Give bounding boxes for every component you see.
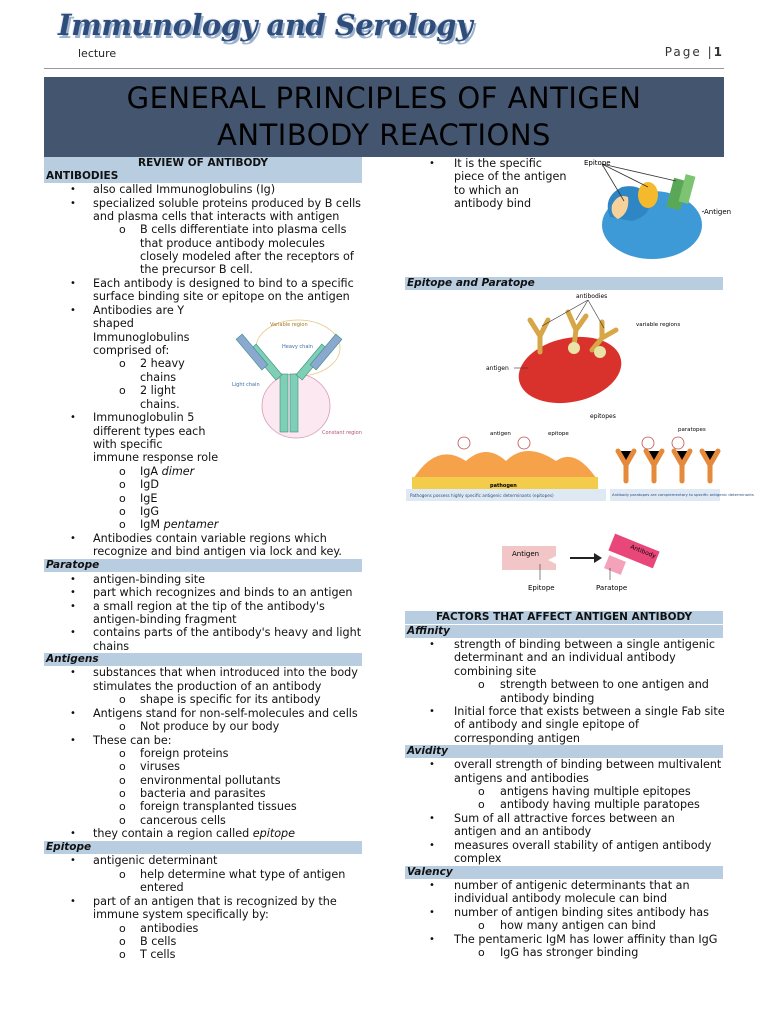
text-line: surface binding site or epitope on the antigen bbox=[93, 290, 350, 303]
sub-bullet-icon: o bbox=[119, 760, 126, 773]
section-epitope-and-paratope: Epitope and Paratope bbox=[405, 277, 723, 290]
text-line: recognize and bind antigen via lock and key. bbox=[93, 545, 342, 558]
text-line: closely modeled after the receptors of bbox=[140, 250, 354, 263]
bullet-icon: • bbox=[70, 627, 76, 638]
sub-bullet-icon: o bbox=[478, 798, 485, 811]
sub-bullet-icon: o bbox=[119, 693, 126, 706]
text-line: IgD bbox=[140, 478, 160, 491]
bullet-icon: • bbox=[70, 184, 76, 195]
fig-label-epitope: Epitope bbox=[584, 159, 611, 167]
page-number bbox=[665, 45, 724, 59]
text-line: different types each bbox=[93, 425, 206, 438]
italic-term: epitope bbox=[252, 827, 296, 840]
text-line: chains bbox=[93, 640, 130, 653]
sub-bullet-icon: o bbox=[119, 787, 126, 800]
text-line: also called Immunoglobulins (Ig) bbox=[93, 183, 276, 196]
italic-term: pentamer bbox=[163, 518, 219, 531]
bullet-icon: • bbox=[70, 667, 76, 678]
text-line: IgG has stronger binding bbox=[500, 946, 639, 959]
sub-bullet-icon: o bbox=[119, 505, 126, 518]
fig-label-heavy-chain: Heavy chain bbox=[282, 344, 313, 350]
fig-label-variable-regions: variable regions bbox=[636, 322, 681, 328]
bullet-icon: • bbox=[429, 934, 435, 945]
sub-bullet-icon: o bbox=[119, 384, 126, 397]
text-line: of antibody and single epitope of bbox=[454, 718, 639, 731]
epitope-paratope-figure bbox=[470, 290, 681, 420]
bullet-icon: • bbox=[70, 735, 76, 746]
bullet-icon: • bbox=[429, 880, 435, 891]
text-line: they contain a region called epitope bbox=[93, 827, 296, 840]
sub-bullet-icon: o bbox=[119, 800, 126, 813]
text-line: strength of binding between a single antigenic bbox=[454, 638, 716, 651]
fig-label-antigen: Antigen bbox=[704, 208, 732, 216]
text-line: antigens having multiple epitopes bbox=[500, 785, 691, 798]
text-line: shape is specific for its antibody bbox=[140, 693, 321, 706]
bullet-icon: • bbox=[70, 305, 76, 316]
bullet-icon: • bbox=[70, 855, 76, 866]
sub-bullet-icon: o bbox=[119, 478, 126, 491]
sub-bullet-icon: o bbox=[119, 518, 126, 531]
text-line: Sum of all attractive forces between an bbox=[454, 812, 675, 825]
italic-term: dimer bbox=[161, 465, 195, 478]
text-line: foreign transplanted tissues bbox=[140, 800, 297, 813]
text-line: combining site bbox=[454, 665, 537, 678]
bullet-icon: • bbox=[429, 706, 435, 717]
text-line: substances that when introduced into the body bbox=[93, 666, 358, 679]
text-line: measures overall stability of antigen antibody bbox=[454, 839, 712, 852]
text-line: antigenic determinant bbox=[93, 854, 218, 867]
text-line: Antibodies are Y bbox=[93, 304, 185, 317]
fig-label-light-chain: Light chain bbox=[232, 382, 260, 388]
sub-bullet-icon: o bbox=[119, 922, 126, 935]
sub-bullet-icon: o bbox=[119, 223, 126, 236]
fig-label-epitope-3: Epitope bbox=[528, 584, 555, 592]
section-antigens: Antigens bbox=[44, 653, 362, 666]
header-subtitle: lecture bbox=[78, 47, 117, 60]
text-line: IgE bbox=[140, 492, 158, 505]
section-epitope: Epitope bbox=[44, 841, 362, 854]
text-line: antibody binding bbox=[500, 692, 595, 705]
sub-bullet-icon: o bbox=[119, 492, 126, 505]
text-line: shaped bbox=[93, 317, 134, 330]
section-paratope: Paratope bbox=[44, 559, 362, 572]
text-line: These can be: bbox=[93, 734, 172, 747]
text-line: Immunoglobulins bbox=[93, 331, 190, 344]
section-review-of-antibody: REVIEW OF ANTIBODY bbox=[44, 157, 362, 170]
page-number-value: 1 bbox=[713, 45, 724, 59]
fig-label-paratopes: paratopes bbox=[678, 427, 706, 433]
sub-bullet-icon: o bbox=[119, 465, 126, 478]
sub-bullet-icon: o bbox=[119, 774, 126, 787]
text-line: immune system specifically by: bbox=[93, 908, 269, 921]
text-line: antigen and an antibody bbox=[454, 825, 592, 838]
text-line: IgM pentamer bbox=[140, 518, 219, 531]
text-line: B cells differentiate into plasma cells bbox=[140, 223, 347, 236]
sub-bullet-icon: o bbox=[478, 946, 485, 959]
bullet-icon: • bbox=[70, 896, 76, 907]
text-line: immune response role bbox=[93, 451, 219, 464]
bullet-icon: • bbox=[70, 278, 76, 289]
text-line: how many antigen can bind bbox=[500, 919, 656, 932]
bullet-icon: • bbox=[429, 813, 435, 824]
sub-bullet-icon: o bbox=[119, 935, 126, 948]
bullet-icon: • bbox=[70, 412, 76, 423]
section-affinity: Affinity bbox=[405, 625, 723, 638]
text-line: and plasma cells that interacts with antigen bbox=[93, 210, 340, 223]
title-line-2: ANTIBODY REACTIONS bbox=[217, 118, 551, 152]
text-line: antibody having multiple paratopes bbox=[500, 798, 700, 811]
sub-bullet-icon: o bbox=[119, 814, 126, 827]
bullet-icon: • bbox=[70, 708, 76, 719]
text-line: Antigens stand for non-self-molecules and cells bbox=[93, 707, 358, 720]
text-line: overall strength of binding between multivalent bbox=[454, 758, 722, 771]
text-line: complex bbox=[454, 852, 502, 865]
text-line: the precursor B cell. bbox=[140, 263, 253, 276]
text-line: T cells bbox=[140, 948, 176, 961]
text-line: B cells bbox=[140, 935, 177, 948]
text-line: to which an bbox=[454, 184, 519, 197]
text-line: environmental pollutants bbox=[140, 774, 281, 787]
pathogen-paratope-figure bbox=[406, 421, 754, 507]
text-line: antigens and antibodies bbox=[454, 772, 589, 785]
fig-label-paratope: Paratope bbox=[596, 584, 628, 592]
text-line: The pentameric IgM has lower affinity than IgG bbox=[454, 933, 718, 946]
fig-label-constant-region: Constant region bbox=[322, 430, 362, 436]
page-title bbox=[44, 80, 724, 154]
bullet-icon: • bbox=[429, 158, 435, 169]
bullet-icon: • bbox=[70, 574, 76, 585]
fig-label-antigen-3: antigen bbox=[490, 431, 511, 437]
text-line: It is the specific bbox=[454, 157, 542, 170]
sub-bullet-icon: o bbox=[119, 868, 126, 881]
text-line: antibodies bbox=[140, 922, 199, 935]
fig-label-variable-region: Variable region bbox=[270, 322, 308, 328]
section-factors: FACTORS THAT AFFECT ANTIGEN ANTIBODY bbox=[405, 611, 723, 624]
text-line: chains. bbox=[140, 398, 180, 411]
text-line: 2 heavy bbox=[140, 357, 185, 370]
bullet-icon: • bbox=[70, 601, 76, 612]
text-line: viruses bbox=[140, 760, 180, 773]
sub-bullet-icon: o bbox=[119, 948, 126, 961]
text-line: antigen-binding fragment bbox=[93, 613, 237, 626]
text-line: specialized soluble proteins produced by B cells bbox=[93, 197, 362, 210]
text-line: Initial force that exists between a single Fab site bbox=[454, 705, 725, 718]
text-line: that produce antibody molecules bbox=[140, 237, 325, 250]
text-line: contains parts of the antibody's heavy and light bbox=[93, 626, 362, 639]
bullet-icon: • bbox=[70, 828, 76, 839]
text-line: Not produce by our body bbox=[140, 720, 280, 733]
section-avidity: Avidity bbox=[405, 745, 723, 758]
bullet-icon: • bbox=[429, 840, 435, 851]
fig-label-antibody: Antibody bbox=[629, 543, 657, 560]
text-line: comprised of: bbox=[93, 344, 170, 357]
text-line: Immunoglobulin 5 bbox=[93, 411, 195, 424]
fig-label-epitopes: epitopes bbox=[590, 413, 616, 420]
page-label: Page | bbox=[664, 45, 714, 59]
lock-key-figure bbox=[470, 520, 675, 595]
bullet-icon: • bbox=[429, 907, 435, 918]
text-line: entered bbox=[140, 881, 184, 894]
logo: Immunology and Serology bbox=[58, 8, 473, 42]
fig-label-antibodies: antibodies bbox=[576, 293, 608, 300]
fig-caption-left: Pathogens possess highly specific antigenic determinants (epitopes) bbox=[410, 493, 554, 498]
bullet-icon: • bbox=[70, 533, 76, 544]
sub-bullet-icon: o bbox=[119, 357, 126, 370]
text-line: cancerous cells bbox=[140, 814, 226, 827]
text-line: stimulates the production of an antibody bbox=[93, 680, 322, 693]
fig-caption-right: Antibody paratopes are complementary to specific antigenic determinants bbox=[612, 492, 754, 497]
text-line: strength between to one antigen and bbox=[500, 678, 709, 691]
text-line: determinant and an individual antibody bbox=[454, 651, 676, 664]
text-line: IgG bbox=[140, 505, 160, 518]
fig-label-epitope-2: epitope bbox=[548, 431, 569, 437]
text-line: corresponding antigen bbox=[454, 732, 580, 745]
sub-bullet-icon: o bbox=[478, 785, 485, 798]
text-line: Antibodies contain variable regions which bbox=[93, 532, 327, 545]
text-line: antibody bind bbox=[454, 197, 532, 210]
text-line: number of antigenic determinants that an bbox=[454, 879, 690, 892]
text-line: with specific bbox=[93, 438, 163, 451]
fig-label-pathogen: pathogen bbox=[490, 483, 517, 489]
epitope-antigen-figure bbox=[582, 157, 732, 267]
text-line: part which recognizes and binds to an antigen bbox=[93, 586, 353, 599]
section-valency: Valency bbox=[405, 866, 723, 879]
bullet-icon: • bbox=[70, 198, 76, 209]
text-line: help determine what type of antigen bbox=[140, 868, 346, 881]
antibody-structure-figure bbox=[218, 314, 366, 442]
sub-bullet-icon: o bbox=[119, 747, 126, 760]
text-line: number of antigen binding sites antibody has bbox=[454, 906, 709, 919]
fig-label-antigen-4: Antigen bbox=[512, 550, 540, 558]
text-line: a small region at the tip of the antibody's bbox=[93, 600, 325, 613]
header-rule bbox=[44, 68, 724, 69]
section-antibodies: ANTIBODIES bbox=[44, 170, 362, 183]
bullet-icon: • bbox=[429, 759, 435, 770]
title-line-1: GENERAL PRINCIPLES OF ANTIGEN bbox=[126, 81, 642, 115]
text-line: foreign proteins bbox=[140, 747, 229, 760]
text-line: antigen-binding site bbox=[93, 573, 206, 586]
sub-bullet-icon: o bbox=[478, 919, 485, 932]
text-line: piece of the antigen bbox=[454, 170, 567, 183]
sub-bullet-icon: o bbox=[119, 720, 126, 733]
text-line: Each antibody is designed to bind to a specific bbox=[93, 277, 354, 290]
text-line: IgA dimer bbox=[140, 465, 195, 478]
text-line: chains bbox=[140, 371, 177, 384]
text-line: part of an antigen that is recognized by the bbox=[93, 895, 337, 908]
fig-label-antigen-2: antigen bbox=[486, 365, 509, 372]
text-line: bacteria and parasites bbox=[140, 787, 266, 800]
text-line: 2 light bbox=[140, 384, 176, 397]
sub-bullet-icon: o bbox=[478, 678, 485, 691]
text-line: individual antibody molecule can bind bbox=[454, 892, 668, 905]
bullet-icon: • bbox=[70, 587, 76, 598]
bullet-icon: • bbox=[429, 639, 435, 650]
